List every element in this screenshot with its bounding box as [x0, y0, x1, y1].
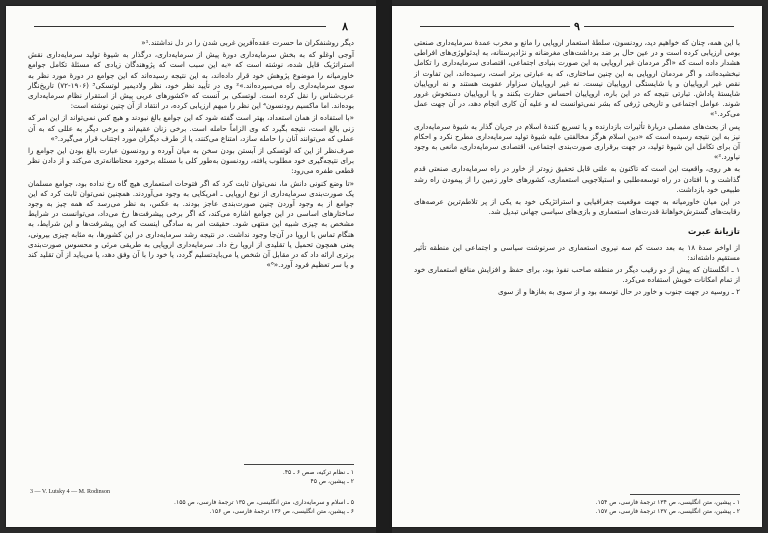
page-header: [420, 20, 734, 32]
paragraph: «تا وضع کنونی دانش ما، نمی‌توان ثابت کرد که اگر فتوحات استعماری هیچ گاه رخ نداده بود، جوامع مسلمان یک صورت‌بندی سرمایه‌داری از نوع اروپایی ـ امریکایی به وجود می‌آوردند. همچنین نمی‌توان ثابت کرد که این جوامع از به وجود آوردن چنین صورت‌بندی عاجز بودند. به عکس، به نظر می‌رسد که همه چیز به وجود ساختارهای اساسی در این جوامع اشاره می‌کند، که اگر برخی پیشرفت‌ها رخ می‌داد، می‌توانست در شرایط مشخص به چیزی شبیه این منتهی شود. حقیقت امر به سادگی اینست که این پیشرفت‌ها و این شرایط، به هنگام تماس با اروپا در آن‌جا وجود نداشت. در نتیجه رشد سرمایه‌داری در این کشورها، به مثابه چیزی بیرونی، یعنی همچون تحمیل یا تقلیدی از اروپا رخ داد. سرمایه‌داری اروپایی به طریقی مرئی و محسوس صورت‌بندی برتری ارائه داد که در مقابل آن شخص یا می‌بایدتسلیم گردد، یا خود را با آن وفق دهد، یا می‌باید از آن تقلید کند و یا سر تعظیم فرود آورد.«⁶»: [27, 178, 354, 270]
paragraph: دیگر روشنفکران ما حسرت عقده‌آفرین غربی شدن را در دل نداشتند.¹«: [141, 38, 354, 47]
right-page: [392, 6, 762, 527]
page-number: ۹: [570, 20, 584, 33]
paragraph: آوجی اوغلو که به بخش سرمایه‌داری دورهٔ پیش از سرمایه‌داری، درگذار به شیوهٔ تولید سرمایه‌داری نقش استراتژیک قایل شده، نوشته است که «به این سبب است که پژوهندگان زیادی که مسئلهٔ تکامل جوامع خاورمیانه را موضوع پژوهش خود قرار داده‌اند، به این نتیجه رسیده‌اند که این جوامع در دورهٔ مورد نظر به سوی سرمایه‌داری راه می‌سپرده‌اند.»² وی در تأیید نظر خود، نظر ولادیمیر لوتسکی³ (۱۹۰۶-۷۲) تاریخ‌نگار عرب‌شناس را نقل کرده است. لوتسکی بر آنست که «کشورهای عربی پیش از استقرار نظام سرمایه‌داری بوده‌اند. اما ماکسیم رودنسون⁴ این نظر را مبهم ارزیابی کرده، در انتقاد از آن چنین نوشته است:: [28, 50, 355, 111]
footnote: ۶ ـ پیشین، متن انگلیسی، ص ۱۳۶ ترجمهٔ فارسی، ص ۱۵۶.: [209, 508, 354, 515]
page-number: ۸: [342, 20, 348, 33]
body-text: [414, 38, 740, 300]
footnote: ۲ ـ پیشین، متن انگلیسی، ص ۱۳۷ ترجمهٔ فارسی، ص ۱۵۷.: [595, 508, 740, 515]
footnote: ۱ ـ پیشین، متن انگلیسی، ص ۱۳۴ ترجمهٔ فارسی، ص ۱۵۴.: [595, 499, 740, 506]
paragraph: «با استفاده از همان استعداد، بهتر است گفته شود که این جوامع بالغ نبودند و هیچ کس نمی‌تواند از این امر که زنی بالغ است، نتیجه بگیرد که وی الزاماً حامله است. برخی زنان عقیم‌اند و برخی دیگر به عللی که به آن عملی که می‌توانند آنان را حامله سازد، امتناع می‌کنند، یا از طرف دیگران مورد اجتناب قرار می‌گیرد.⁵»: [28, 113, 354, 143]
latin-footnotes: 3 — V. Lutsky 4 — M. Rodinson: [30, 489, 110, 495]
paragraph: با این همه، چنان که خواهیم دید، رودنسون، سلطهٔ استعمار اروپایی را مانع و مخرب عمدهٔ سرمایه‌داری صنعتی بومی ارزیابی کرده است و در عین حال بر ضد برداشت‌های مغرضانه و نژادپرستانه، به ایدئولوژی‌های افراطی هشدار داده است که «اگر مردمان غیر اروپایی به این صورت بنیادی اجتماعی، اقتصادی سرمایه‌داری را تکامل نبخشیده‌اند، و اگر مردمان اروپایی به این چنین ساختاری، که به عبارتی برتر است، رسیده‌اند، این تفاوت از نقص غیر اروپاییان و یا شایستگی اروپاییان نیست. نه غیر اروپاییان سزاوار عقوبت هستند و نه اروپاییان شایستهٔ پاداش. تبارتی نتیجه که در این باره، اروپاییان احساس حقارت بکنند و یا اروپاییان دستخوش غرور شوند. عوامل اجتماعی و تاریخی ژرفی که بشر نمی‌توانست له و علیه آن کاری انجام دهد، در آن جهت عمل می‌کرد.¹»: [414, 38, 740, 119]
footnote: ۱ ـ نظام ترکیه، صص ۶ ـ ۴۵.: [282, 469, 354, 476]
paragraph: ۱ ـ انگلستان که پیش از دو رقیب دیگر در منطقه صاحب نفوذ بود، برای حفظ و افزایش منافع استعماری خود از تمام امکانات خویش استفاده می‌کرد.: [414, 265, 740, 285]
left-page: [6, 6, 376, 527]
footnote-separator: [630, 494, 740, 495]
header-rule: [34, 26, 326, 27]
footnotes-secondary: [28, 498, 354, 516]
page-header: [34, 20, 348, 32]
body-text: [28, 38, 354, 272]
footnote: ۲ ـ پیشین، ص ۴۵: [310, 478, 354, 485]
footnotes: [414, 498, 740, 516]
footnote-separator: [244, 464, 354, 465]
paragraph: از اواخر سدهٔ ۱۸ به بعد دست کم سه نیروی استعماری در سرنوشت سیاسی و اجتماعی این منطقه تأثیر مستقیم داشته‌اند:: [414, 242, 740, 262]
section-title: تازیانهٔ عبرت: [687, 227, 740, 238]
paragraph: پس از بحث‌های مفصلی دربارهٔ تأثیرات بازدارنده و یا تسریع کنندهٔ اسلام در جریان گذار به شیوهٔ سرمایه‌داری نیز به این نتیجه رسیده است که «دین اسلام هرگز مخالفتی علیه شیوهٔ تولید سرمایه‌داری مطرح نکرد و احکام آن برای تکامل این شیوهٔ تولید، در جهت برقراری صورت‌بندی اجتماعی، اقتصادی سرمایه‌داری، مانعی به وجود نیاورد.²»: [414, 121, 740, 162]
paragraph: ۲ ـ روسیه در جهت جنوب و خاور در حال توسعه بود و از سوی به بغازها و از سوی: [497, 287, 740, 297]
paragraph: به هر روی، واقعیت این است که تاکنون به علتی قابل تحقیق زودتر از خاور در راه سرمایه‌داری صنعتی قدم گذاشت و با افتادن در راه توسعه‌طلبی و استیلاجویی استعماری، کشورهای خاور زمین را از پیمودن راه رشد طبیعی خود بازداشت.: [414, 164, 740, 194]
book-gutter: [376, 0, 392, 533]
footnotes: [28, 468, 354, 486]
paragraph: صرف‌نظر از این که لوتسکی از آبستن بودن سخن به میان آورده و رودنسون عبارت بالغ بودن این جوامع را برای نتیجه‌گیری خود مطلوب یافته، رودنسون به‌طور کلی با مسئله برخورد محتاطانه‌تری می‌کند و از دادن نظر قطعی طفره می‌رود:: [28, 146, 354, 176]
paragraph: در این میان خاورمیانه به جهت موقعیت جغرافیایی و استراتژیکی خود به یکی از پر تلاطم‌ترین عرصه‌های رقابت‌های گسترش‌خواهانهٔ قدرت‌های استعماری و بازی‌های سیاسی جهانی تبدیل شد.: [414, 197, 740, 217]
footnote: ۵ ـ اسلام و سرمایه‌داری، متن انگلیسی، ص ۱۳۵ ترجمهٔ فارسی، ص ۱۵۵.: [174, 499, 354, 506]
